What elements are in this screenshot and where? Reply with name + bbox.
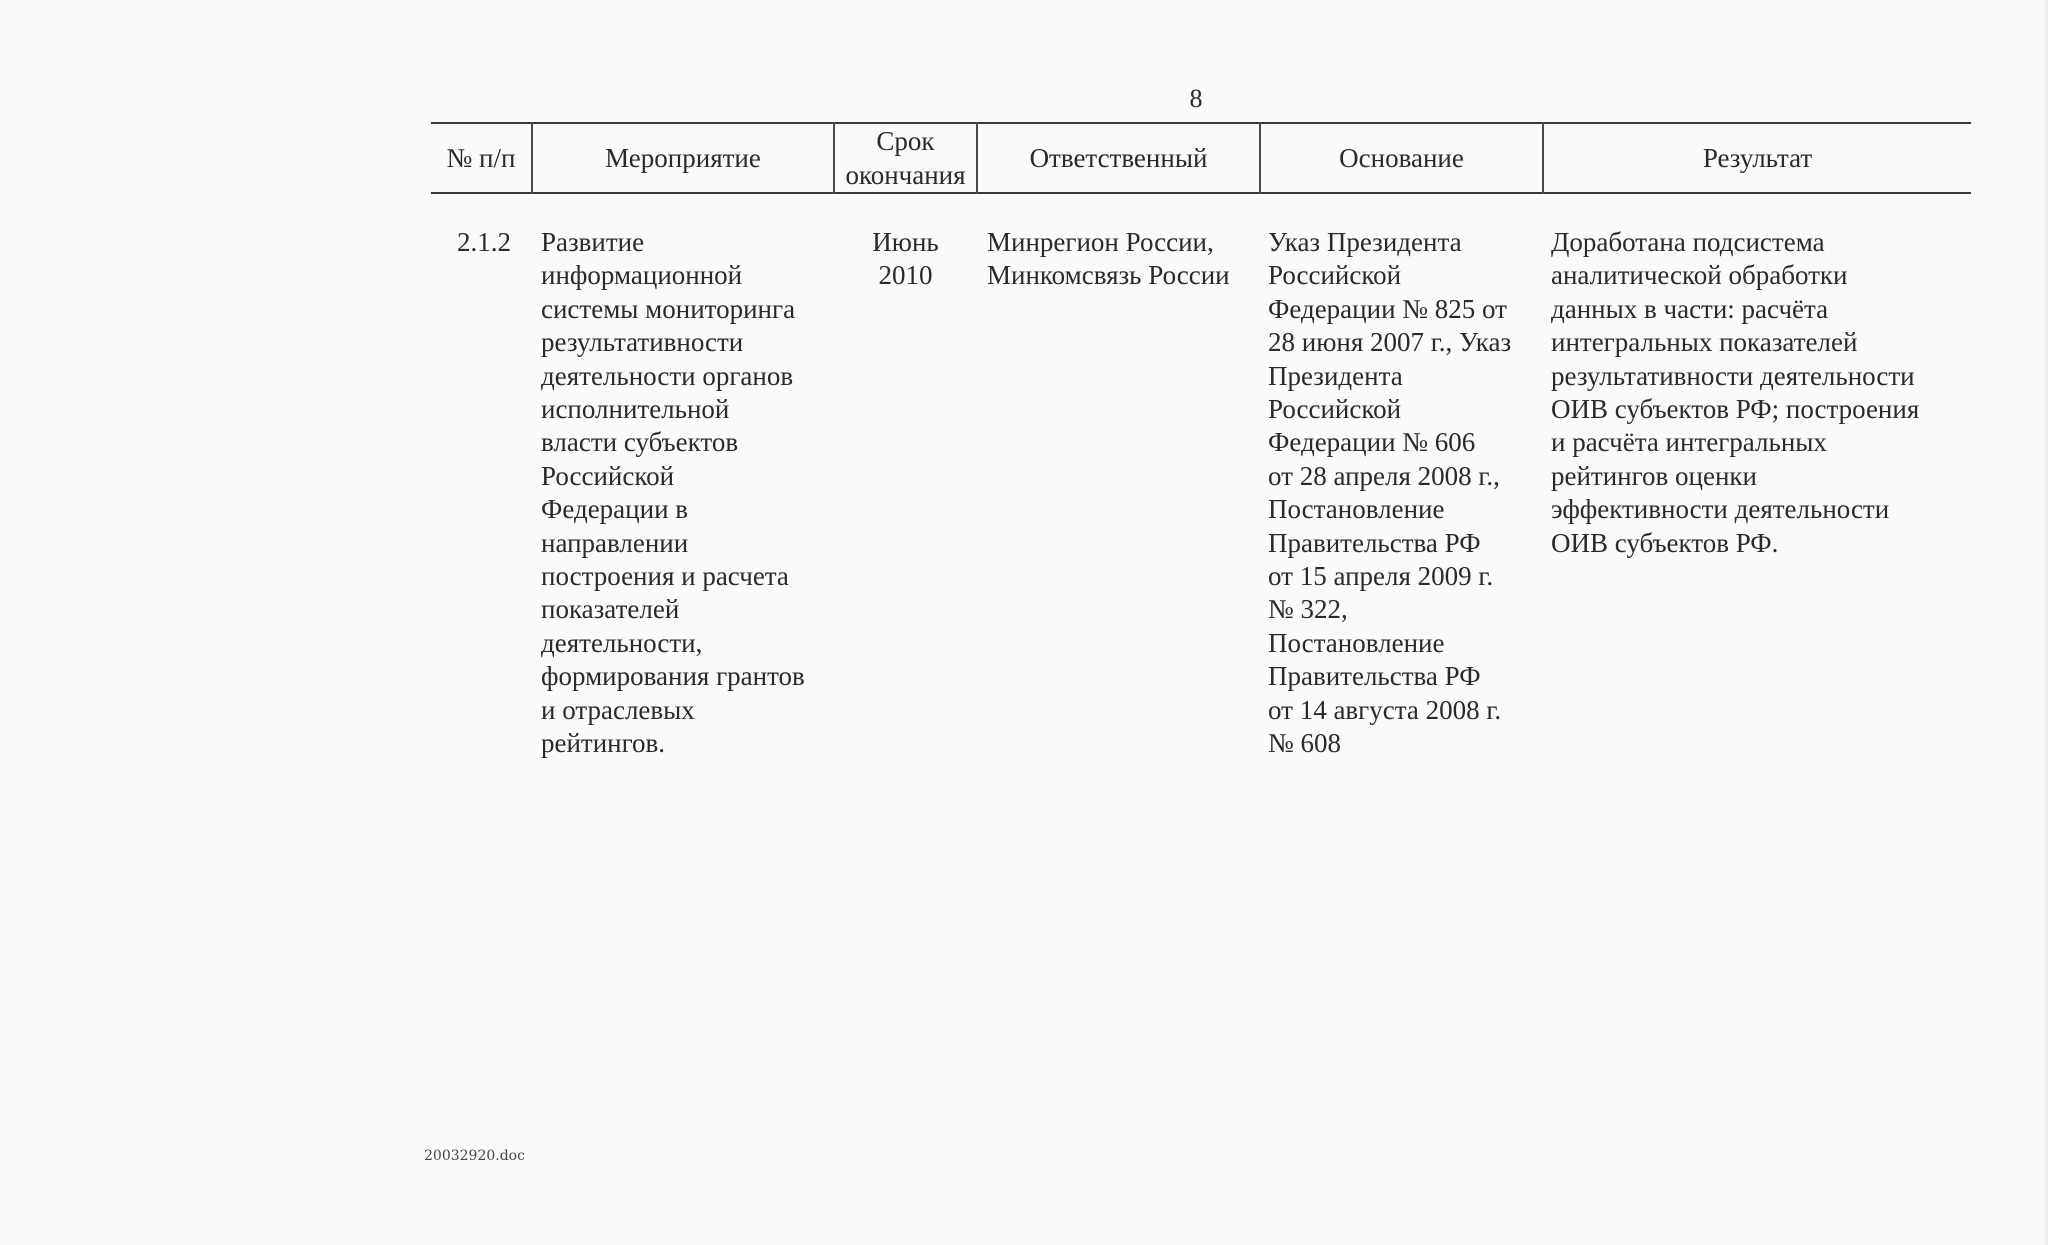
header-deadline-line1: Срок [876, 126, 935, 156]
row-deadline: Июнь 2010 [872, 227, 939, 291]
header-responsible: Ответственный [1029, 143, 1208, 173]
row-result: Доработана подсистема аналитической обработки данных в части: расчёта интегральных показателей результативности деятельности ОИВ субъектов РФ; построения и расчёта интегральных рейтингов оценки эффективности деятельности ОИВ субъектов РФ. [1551, 227, 1920, 558]
header-activity: Мероприятие [605, 143, 761, 173]
header-number: № п/п [446, 143, 516, 173]
header-deadline [835, 124, 976, 192]
header-result: Результат [1702, 143, 1813, 173]
header-basis: Основание [1339, 143, 1464, 173]
row-basis: Указ Президента Российской Федерации № 825 от 28 июня 2007 г., Указ Президента Российской Федерации № 606 от 28 апреля 2008 г., Постановление Правительства РФ от 15 апреля 2009 г. № 322, Постановление Правительства РФ от 14 августа 2008 г. № 608 [1268, 227, 1512, 759]
footer-file-code: 20032920.doc [424, 1148, 525, 1164]
header-deadline-line2: окончания [845, 160, 966, 190]
table-header-bottom-rule [431, 192, 1971, 194]
row-responsible: Минрегион России, Минкомсвязь России [987, 227, 1230, 291]
row-activity: Развитие информационной системы мониторинга результативности деятельности органов исполнительной власти субъектов Российской Федерации в направлении построения и расчета показателей деятельности, формирования грантов и отраслевых рейтингов. [541, 227, 805, 759]
page-number: 8 [1189, 84, 1203, 113]
scan-edge-shadow [2042, 0, 2048, 1245]
row-number: 2.1.2 [457, 227, 511, 257]
